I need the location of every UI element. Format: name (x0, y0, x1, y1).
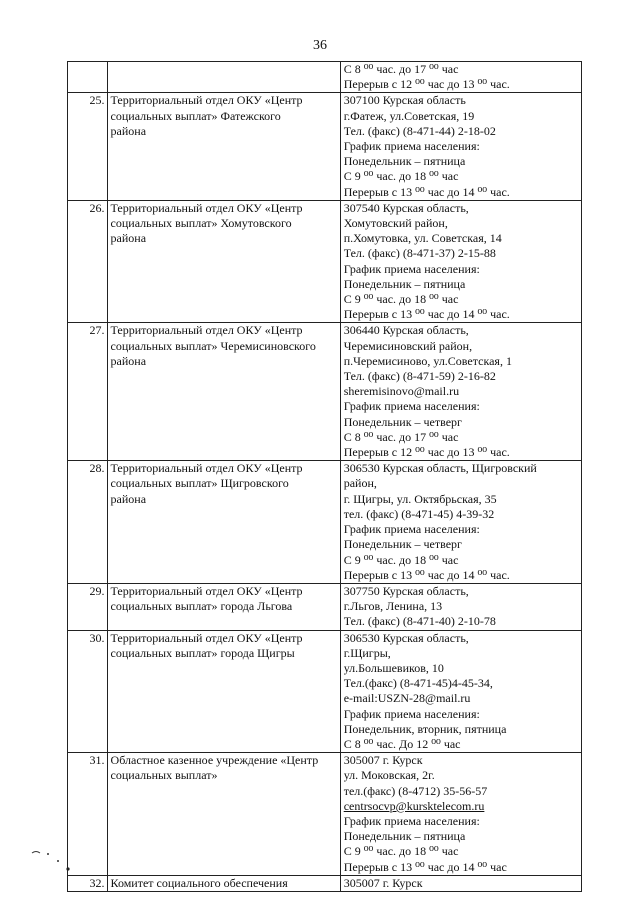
table-row (68, 62, 582, 93)
office-name-line: социальных выплат» Фатежского (110, 108, 281, 123)
contact-line: С 8 ⁰⁰ час. до 17 ⁰⁰ час (343, 429, 459, 444)
contact-line: г. Щигры, ул. Октябрьская, 35 (343, 491, 497, 506)
row-number: 28. (68, 461, 108, 584)
contact-line: С 8 ⁰⁰ час. До 12 ⁰⁰ час (343, 736, 461, 751)
contact-line: Понедельник, вторник, пятница (343, 721, 507, 736)
contact-line: Тел. (факс) (8-471-40) 2-10-78 (343, 614, 496, 629)
contact-line: Тел.(факс) (8-471-45)4-45-34, (343, 676, 493, 691)
contact-line: Понедельник – четверг (343, 537, 462, 552)
contact-line: Понедельник – пятница (343, 276, 466, 291)
office-name-line: социальных выплат» Черемисиновского (110, 338, 316, 353)
contact-line: 305007 г. Курск (343, 753, 423, 768)
office-contacts (340, 62, 581, 93)
row-number: 27. (68, 323, 108, 461)
contact-line: 307540 Курская область, (343, 200, 469, 215)
contact-line: г.Льгов, Ленина, 13 (343, 599, 443, 614)
office-contacts (340, 93, 581, 200)
row-number: 26. (68, 200, 108, 323)
contact-line: Тел. (факс) (8-471-44) 2-18-02 (343, 123, 496, 138)
office-name (107, 461, 340, 584)
table-row (68, 875, 582, 891)
office-contacts (340, 583, 581, 630)
contact-line: С 8 ⁰⁰ час. до 17 ⁰⁰ час (343, 62, 459, 76)
office-name-line: Территориальный отдел ОКУ «Центр (110, 630, 303, 645)
office-name (107, 323, 340, 461)
email-link[interactable]: centrsocvp@kursktelecom.ru (343, 798, 485, 813)
contact-line: район, (343, 476, 377, 491)
contact-line: e-mail:USZN-28@mail.ru (343, 691, 471, 706)
office-name (107, 93, 340, 200)
contact-line: Понедельник – четверг (343, 414, 462, 429)
contact-line: Черемисиновский район, (343, 338, 473, 353)
office-name-line: социальных выплат» (110, 768, 218, 783)
contact-line: п.Хомутовка, ул. Советская, 14 (343, 231, 502, 246)
office-name-line: социальных выплат» Хомутовского (110, 216, 292, 231)
page-number: 36 (313, 38, 327, 53)
row-number (68, 62, 108, 93)
contact-line: Перерыв с 13 ⁰⁰ час до 14 ⁰⁰ час. (343, 567, 510, 582)
office-name (107, 630, 340, 753)
table-row (68, 323, 582, 461)
contact-line: 307750 Курская область, (343, 583, 469, 598)
office-name-line: Территориальный отдел ОКУ «Центр (110, 93, 303, 108)
contact-line: График приема населения: (343, 261, 480, 276)
office-name-line: района (110, 123, 147, 138)
office-name (107, 62, 340, 93)
contact-line: С 9 ⁰⁰ час. до 18 ⁰⁰ час (343, 292, 459, 307)
scan-marks (28, 845, 88, 875)
office-name-line: района (110, 231, 147, 246)
table-row (68, 93, 582, 200)
office-name-line: района (110, 491, 147, 506)
contact-line: г.Щигры, (343, 645, 391, 660)
office-name-line: Территориальный отдел ОКУ «Центр (110, 461, 303, 476)
office-name-line: Областное казенное учреждение «Центр (110, 753, 319, 768)
office-name-line: Территориальный отдел ОКУ «Центр (110, 200, 303, 215)
office-name-line: социальных выплат» Щигровского (110, 476, 289, 491)
contact-line: С 9 ⁰⁰ час. до 18 ⁰⁰ час (343, 844, 459, 859)
contact-line: п.Черемисиново, ул.Советская, 1 (343, 353, 512, 368)
contact-line: Хомутовский район, (343, 216, 448, 231)
contact-line: 306530 Курская область, (343, 630, 469, 645)
table-row (68, 630, 582, 753)
table-row (68, 461, 582, 584)
contact-line: 305007 г. Курск (343, 875, 423, 890)
contact-line: График приема населения: (343, 813, 480, 828)
office-name-line: района (110, 353, 147, 368)
contact-line: С 9 ⁰⁰ час. до 18 ⁰⁰ час (343, 552, 459, 567)
contact-line: Понедельник – пятница (343, 829, 466, 844)
office-contacts (340, 461, 581, 584)
row-number: 30. (68, 630, 108, 753)
table-row (68, 583, 582, 630)
office-contacts (340, 753, 581, 876)
offices-table (67, 61, 582, 892)
row-number: 32. (68, 875, 108, 891)
contact-line: Понедельник – пятница (343, 154, 466, 169)
contact-line: 306530 Курская область, Щигровский (343, 461, 537, 476)
contact-line: 306440 Курская область, (343, 323, 469, 338)
table-row (68, 753, 582, 876)
office-contacts (340, 323, 581, 461)
contact-line: С 9 ⁰⁰ час. до 18 ⁰⁰ час (343, 169, 459, 184)
contact-line: Перерыв с 13 ⁰⁰ час до 14 ⁰⁰ час. (343, 184, 510, 199)
contact-line: Перерыв с 13 ⁰⁰ час до 14 ⁰⁰ час. (343, 307, 510, 322)
contact-line: График приема населения: (343, 139, 480, 154)
contact-line: тел. (факс) (8-471-45) 4-39-32 (343, 506, 495, 521)
office-name (107, 875, 340, 891)
contact-line: ул. Моковская, 2г. (343, 768, 435, 783)
contact-line: 307100 Курская область (343, 93, 466, 108)
contact-line: Перерыв с 12 ⁰⁰ час до 13 ⁰⁰ час. (343, 77, 510, 92)
office-name-line: Комитет социального обеспечения (110, 875, 288, 890)
office-contacts (340, 630, 581, 753)
row-number: 29. (68, 583, 108, 630)
contact-line: Тел. (факс) (8-471-59) 2-16-82 (343, 369, 496, 384)
contact-line: График приема населения: (343, 399, 480, 414)
office-name-line: социальных выплат» города Щигры (110, 645, 295, 660)
contact-line: sheremisinovo@mail.ru (343, 384, 460, 399)
table-row (68, 200, 582, 323)
office-contacts (340, 875, 581, 891)
contact-line: График приема населения: (343, 706, 480, 721)
office-name-line: социальных выплат» города Льгова (110, 599, 293, 614)
office-name-line: Территориальный отдел ОКУ «Центр (110, 583, 303, 598)
contact-line: Перерыв с 12 ⁰⁰ час до 13 ⁰⁰ час. (343, 445, 510, 460)
office-name (107, 583, 340, 630)
office-contacts (340, 200, 581, 323)
contact-line: Перерыв с 13 ⁰⁰ час до 14 ⁰⁰ час (343, 859, 507, 874)
office-name (107, 753, 340, 876)
contact-line: График приема населения: (343, 522, 480, 537)
contact-line: г.Фатеж, ул.Советская, 19 (343, 108, 475, 123)
office-name-line: Территориальный отдел ОКУ «Центр (110, 323, 303, 338)
row-number: 31. (68, 753, 108, 876)
contact-line: Тел. (факс) (8-471-37) 2-15-88 (343, 246, 496, 261)
contact-line: тел.(факс) (8-4712) 35-56-57 (343, 783, 488, 798)
row-number: 25. (68, 93, 108, 200)
contact-line: ул.Большевиков, 10 (343, 660, 444, 675)
office-name (107, 200, 340, 323)
